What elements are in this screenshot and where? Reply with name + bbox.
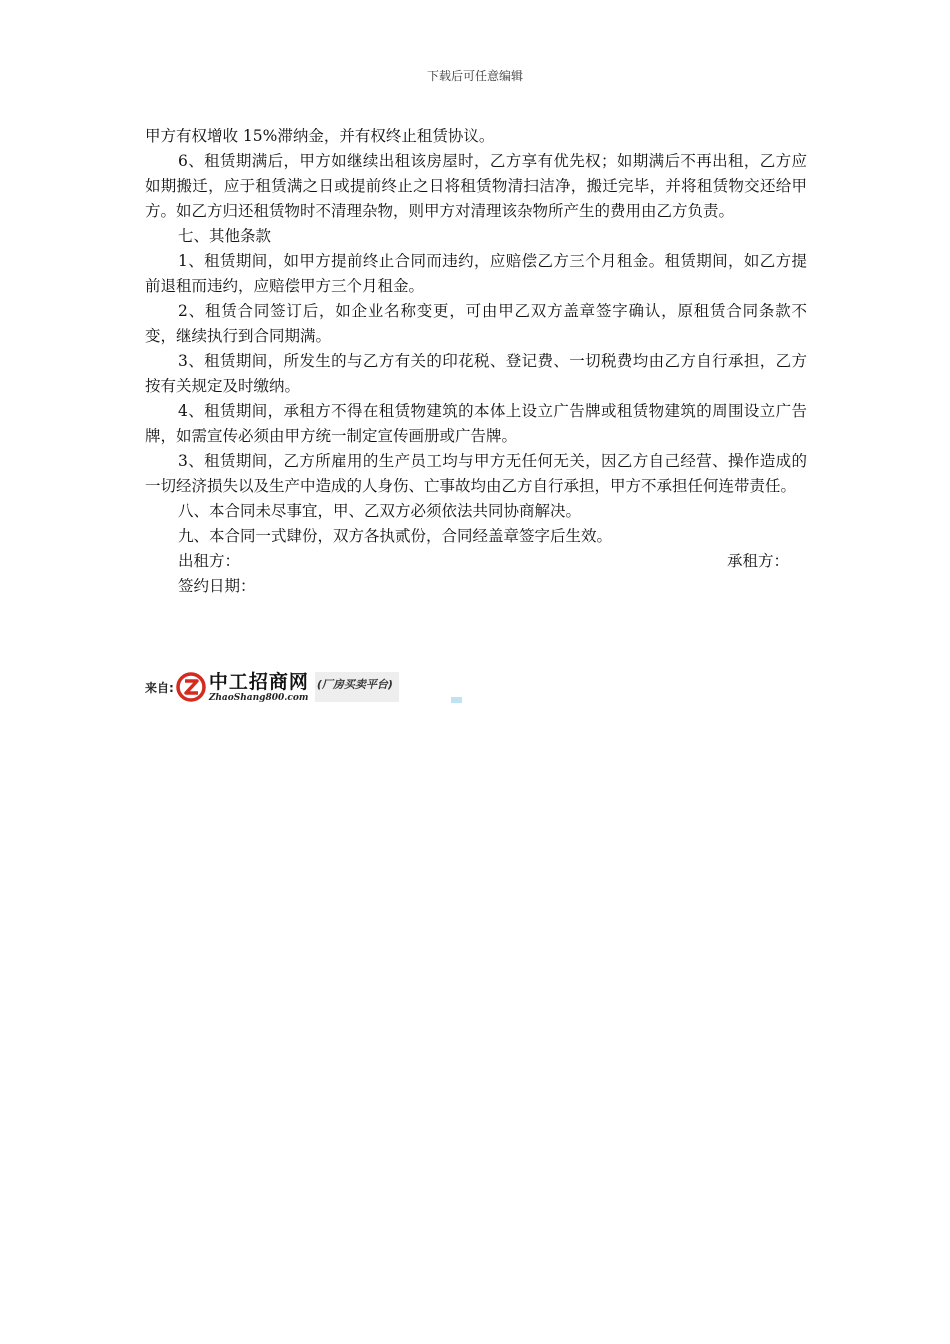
paragraph-other-4: 4、租赁期间，承租方不得在租赁物建筑的本体上设立广告牌或租赁物建筑的周围设立广告牌，如需宣传必须由甲方统一制定宣传画册或广告牌。: [145, 402, 807, 445]
logo-tagline: (厂房买卖平台): [315, 672, 399, 702]
lessor-label: 出租方：: [178, 552, 241, 570]
paragraph-other-2: 2、租赁合同签订后，如企业名称变更，可由甲乙双方盖章签字确认，原租赁合同条款不变，继续执行到合同期满。: [145, 302, 807, 345]
paragraph-clause-6: 6、租赁期满后，甲方如继续出租该房屋时，乙方享有优先权；如期满后不再出租，乙方应如期搬迁，应于租赁满之日或提前终止之日将租赁物清扫洁净，搬迁完毕，并将租赁物交还给甲方。如乙方归还租赁物时不清理杂物，则甲方对清理该杂物所产生的费用由乙方负责。: [145, 152, 807, 220]
logo-brand-url: ZhaoShang800.com: [208, 692, 309, 703]
paragraph-late-fee: 甲方有权增收 15%滞纳金，并有权终止租赁协议。: [145, 127, 495, 145]
paragraph-other-3: 3、租赁期间，所发生的与乙方有关的印花税、登记费、一切税费均由乙方自行承担，乙方按有关规定及时缴纳。: [145, 352, 807, 395]
source-logo: [145, 669, 399, 705]
logo-z-mark-icon: [176, 672, 206, 702]
signature-row: [145, 549, 807, 574]
paragraph-other-3b: 3、租赁期间，乙方所雇用的生产员工均与甲方无任何无关，因乙方自己经营、操作造成的一切经济损失以及生产中造成的人身伤、亡事故均由乙方自行承担，甲方不承担任何连带责任。: [145, 452, 807, 495]
logo-brand-name: 中工招商网: [208, 670, 309, 693]
section-heading-other-terms: 七、其他条款: [178, 227, 272, 245]
section-nine: 九、本合同一式肆份，双方各执贰份，合同经盖章签字后生效。: [178, 527, 613, 545]
logo-from-label: 来自:: [145, 680, 174, 695]
page-header-note: 下载后可任意编辑: [426, 69, 523, 83]
contract-body: [145, 124, 807, 599]
lessee-label: 承租方：: [726, 552, 789, 570]
logo-corner-chip: [451, 697, 462, 703]
signing-date-label: 签约日期：: [178, 577, 256, 595]
section-eight: 八、本合同未尽事宜，甲、乙双方必须依法共同协商解决。: [178, 502, 582, 520]
logo-brand: [209, 672, 309, 703]
paragraph-other-1: 1、租赁期间，如甲方提前终止合同而违约，应赔偿乙方三个月租金。租赁期间，如乙方提前退租而违约，应赔偿甲方三个月租金。: [145, 252, 807, 295]
